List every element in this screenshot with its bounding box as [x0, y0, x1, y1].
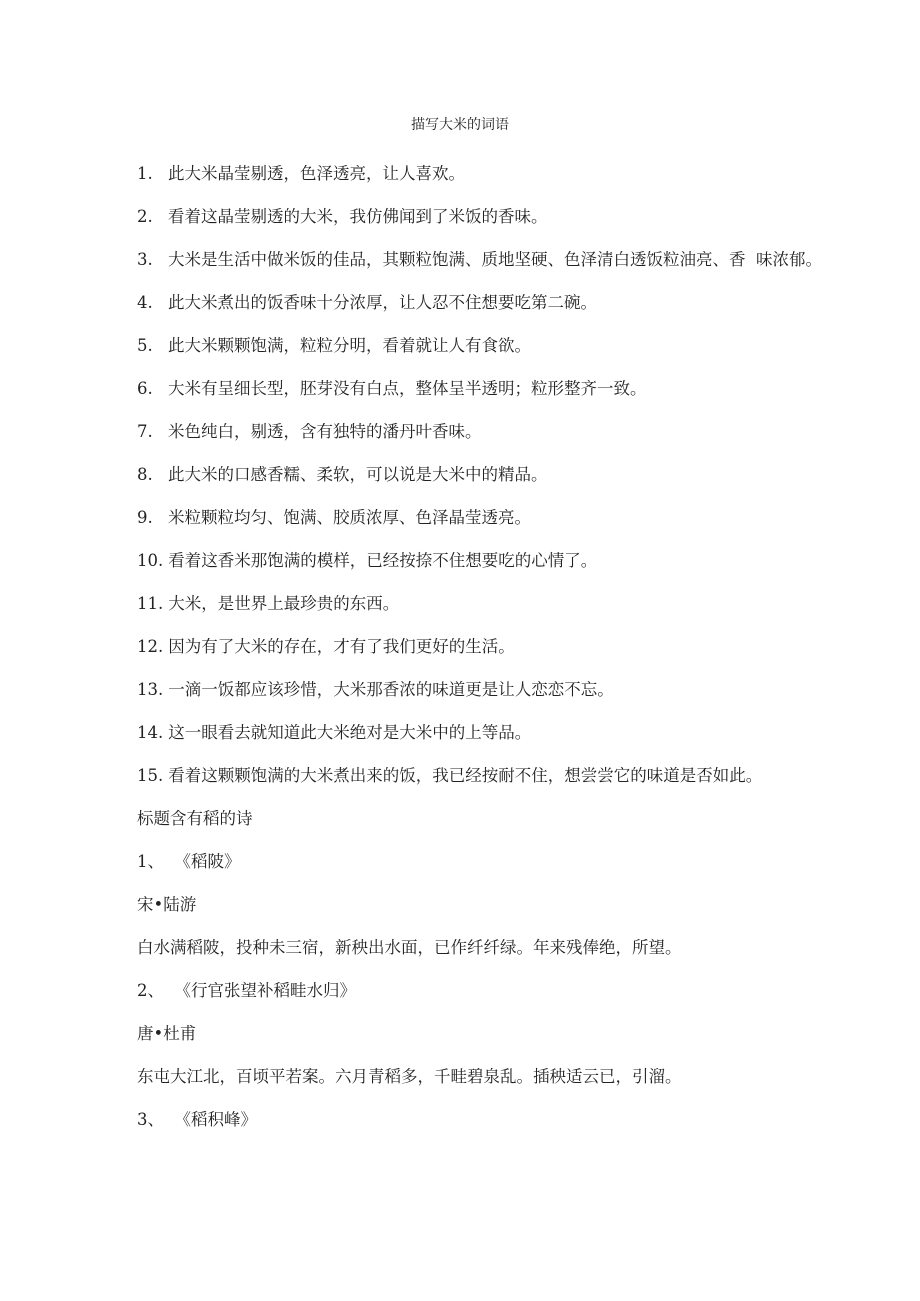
list-item-text: 这一眼看去就知道此大米绝对是大米中的上等品。 — [168, 723, 532, 742]
list-item — [137, 633, 837, 661]
list-item-number: 12. — [137, 637, 164, 656]
list-item — [137, 590, 837, 618]
document-title: 描写大米的词语 — [411, 117, 509, 133]
list-item-number: 3. — [137, 250, 153, 269]
list-item — [137, 332, 837, 360]
poem-line: 3、 《稻积峰》 — [137, 1110, 257, 1129]
rice-phrases-list — [137, 160, 837, 790]
list-item-number: 13. — [137, 680, 164, 699]
list-item — [137, 203, 837, 231]
list-item — [137, 504, 837, 532]
list-item-text: 大米是生活中做米饭的佳品，其颗粒饱满、质地坚硬、色泽清白透饭粒油亮、香 味浓郁。 — [168, 250, 822, 269]
poem-line: 1、 《稻陂》 — [137, 852, 241, 871]
list-item-number: 1. — [137, 164, 153, 183]
poems-list — [137, 848, 837, 1134]
list-item-text: 米色纯白，剔透，含有独特的潘丹叶香味。 — [168, 422, 482, 441]
list-item-number: 15. — [137, 766, 164, 785]
poem-line: 2、 《行官张望补稻畦水归》 — [137, 981, 356, 1000]
list-item-text: 一滴一饭都应该珍惜，大米那香浓的味道更是让人恋恋不忘。 — [168, 680, 614, 699]
list-item-number: 7. — [137, 422, 153, 441]
list-item — [137, 418, 837, 446]
list-item — [137, 676, 837, 704]
list-item — [137, 547, 837, 575]
list-item-number: 6. — [137, 379, 153, 398]
list-item — [137, 246, 837, 274]
list-item — [137, 461, 837, 489]
poem-line: 宋•陆游 — [137, 895, 197, 914]
list-item-text: 大米，是世界上最珍贵的东西。 — [168, 594, 400, 613]
list-item-text: 此大米的口感香糯、柔软，可以说是大米中的精品。 — [168, 465, 548, 484]
list-item-text: 大米有呈细长型，胚芽没有白点，整体呈半透明；粒形整齐一致。 — [168, 379, 647, 398]
poem-line: 唐•杜甫 — [137, 1024, 197, 1043]
list-item-number: 8. — [137, 465, 153, 484]
list-item-number: 9. — [137, 508, 153, 527]
list-item — [137, 160, 837, 188]
list-item-text: 看着这香米那饱满的模样，已经按捺不住想要吃的心情了。 — [168, 551, 598, 570]
list-item-text: 因为有了大米的存在，才有了我们更好的生活。 — [168, 637, 515, 656]
list-item — [137, 375, 837, 403]
section-heading: 标题含有稻的诗 — [137, 809, 253, 828]
list-item-text: 看着这颗颗饱满的大米煮出来的饭，我已经按耐不住，想尝尝它的味道是否如此。 — [168, 766, 763, 785]
document-body — [137, 160, 837, 1149]
list-item-number: 2. — [137, 207, 153, 226]
list-item — [137, 719, 837, 747]
list-item-number: 4. — [137, 293, 153, 312]
list-item-number: 11. — [137, 594, 164, 613]
list-item-text: 此大米晶莹剔透，色泽透亮，让人喜欢。 — [168, 164, 465, 183]
list-item-text: 此大米颗颗饱满，粒粒分明，看着就让人有食欲。 — [168, 336, 531, 355]
list-item-text: 此大米煮出的饭香味十分浓厚，让人忍不住想要吃第二碗。 — [168, 293, 597, 312]
list-item-text: 看着这晶莹剔透的大米，我仿佛闻到了米饭的香味。 — [168, 207, 548, 226]
list-item-number: 14. — [137, 723, 164, 742]
list-item-text: 米粒颗粒均匀、饱满、胶质浓厚、色泽晶莹透亮。 — [168, 508, 531, 527]
list-item-number: 10. — [137, 551, 164, 570]
list-item-number: 5. — [137, 336, 153, 355]
poem-line: 东屯大江北，百顷平若案。六月青稻多，千畦碧泉乱。插秧适云已，引溜。 — [137, 1067, 682, 1086]
list-item — [137, 289, 837, 317]
list-item — [137, 762, 837, 790]
poem-line: 白水满稻陂，投种未三宿，新秧出水面，已作纤纤绿。年来残俸绝，所望。 — [137, 938, 682, 957]
